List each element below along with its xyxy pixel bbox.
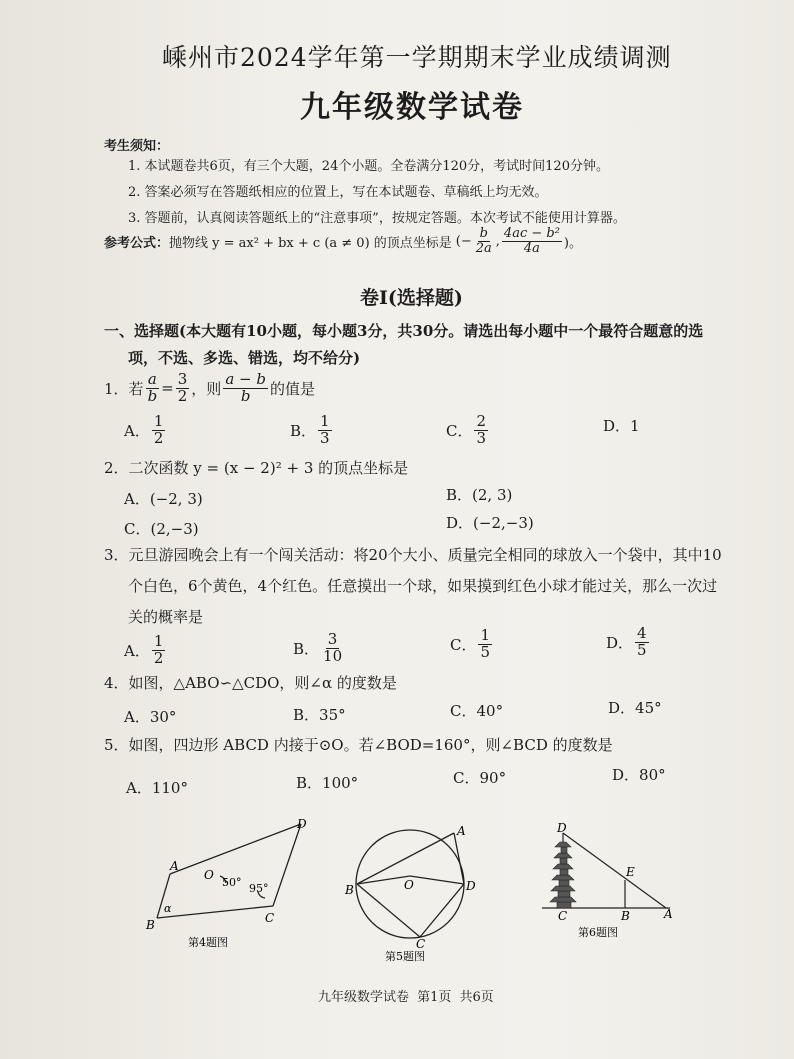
fig6-label-b: B — [621, 909, 630, 923]
formula-x-fraction: $\frac{b}{2a}$ — [475, 226, 492, 256]
section-instruction-1: 一、选择题(本大题有10小题，每小题3分，共30分。请选出每小题中一个最符合题意的选 — [104, 322, 704, 340]
q5-option-d: D．80° — [612, 766, 666, 784]
fig4-line-dc — [273, 824, 301, 906]
page-footer: 九年级数学试卷 第1页 共6页 — [318, 990, 494, 1005]
question-1: 1． 若 $\frac{a}{b}$ = $\frac{3}{2}$ ，则 $\frac{a - b}{b}$ 的值是 — [104, 370, 315, 405]
q1-option-b: B． $\frac{1}{3}$ — [290, 412, 330, 447]
question-3-line-3: 关的概率是 — [128, 608, 204, 626]
fig4-caption: 第4题图 — [188, 936, 228, 949]
q3-option-a: A． $\frac{1}{2}$ — [124, 632, 164, 667]
q5-option-b: B．100° — [296, 774, 359, 792]
question-2: 2．二次函数 y = (x − 2)² + 3 的顶点坐标是 — [104, 459, 409, 477]
q3-option-d: D． $\frac{4}{5}$ — [606, 624, 647, 659]
notice-heading: 考生须知： — [104, 139, 170, 154]
figure-5 — [340, 812, 476, 963]
notice-item-3: 3. 答题前，认真阅读答题纸上的“注意事项”，按规定答题。本次考试不能使用计算器。 — [128, 211, 626, 226]
fig6-pagoda — [550, 834, 576, 908]
fig5-label-c: C — [416, 937, 426, 951]
q5-option-a: A．110° — [126, 779, 188, 797]
exam-subtitle: 九年级数学试卷 — [300, 90, 524, 125]
question-3-line-1: 3．元旦游园晚会上有一个闯关活动：将20个大小、质量完全相同的球放入一个袋中，其中10 — [104, 546, 722, 564]
fig4-label-a: A — [170, 859, 179, 873]
q2-option-b: B．(2, 3) — [446, 486, 513, 504]
q5-option-c: C．90° — [453, 769, 507, 787]
q2-option-d: D．(−2,−3) — [446, 514, 534, 532]
figure-6 — [530, 818, 690, 944]
fig5-label-b: B — [345, 883, 354, 897]
fig4-label-b: B — [146, 918, 155, 932]
q4-option-a: A．30° — [124, 708, 177, 726]
q4-option-d: D．45° — [608, 699, 662, 717]
fig6-label-d: D — [557, 821, 567, 835]
formula-y-fraction: $\frac{\text{4ac − b²}}{4a}$ — [503, 226, 560, 256]
fig5-caption: 第5题图 — [385, 950, 425, 963]
reference-formula: 参考公式： 抛物线 y = ax² + bx + c (a ≠ 0) 的顶点坐标是 (− $\frac{b}{2a}$ , $\frac{\text{4ac − b²}}{4a}$ )。 — [104, 226, 582, 256]
fig5-line-od — [410, 876, 464, 884]
notice-item-1: 1. 本试题卷共6页，有三个大题，24个小题。全卷满分120分，考试时间120分钟。 — [128, 159, 609, 174]
part1-title: 卷I(选择题) — [360, 287, 463, 309]
section-instruction-2: 项，不选、多选、错选，均不给分) — [128, 349, 361, 367]
formula-text: 抛物线 y = ax² + bx + c (a ≠ 0) 的顶点坐标是 — [169, 235, 452, 251]
q4-option-c: C．40° — [450, 702, 504, 720]
q1-option-a: A． $\frac{1}{2}$ — [124, 412, 164, 447]
fig4-angle-95: 95° — [249, 882, 269, 895]
notice-item-2: 2. 答案必须写在答题纸相应的位置上，写在本试题卷、草稿纸上均无效。 — [128, 185, 548, 200]
fig4-label-o: O — [204, 868, 214, 882]
q1-option-d: D．1 — [603, 417, 640, 435]
q3-option-c: C． $\frac{1}{5}$ — [450, 626, 491, 661]
fig6-caption: 第6题图 — [578, 926, 618, 939]
formula-label: 参考公式： — [104, 235, 170, 251]
exam-title: 嵊州市2024学年第一学期期末学业成绩调测 — [162, 43, 672, 72]
q2-option-a: A．(−2, 3) — [124, 490, 203, 508]
q3-option-b: B． $\frac{3}{10}$ — [293, 630, 343, 665]
figure-4 — [140, 812, 320, 962]
fig6-line-da — [563, 833, 666, 908]
q4-option-b: B．35° — [293, 706, 346, 724]
fig4-angle-50: 50° — [222, 876, 242, 889]
fig6-label-a: A — [664, 907, 673, 921]
fig6-label-e: E — [626, 865, 635, 879]
fig5-line-ad — [454, 833, 464, 884]
fig4-line-ad — [170, 824, 301, 874]
fig6-label-c: C — [558, 909, 568, 923]
fig4-label-c: C — [265, 911, 275, 925]
question-4: 4．如图，△ABO∽△CDO，则∠α 的度数是 — [104, 674, 397, 692]
fig5-label-a: A — [457, 824, 466, 838]
fig4-label-alpha: α — [164, 902, 172, 915]
q1-option-c: C． $\frac{2}{3}$ — [446, 412, 487, 447]
fig5-label-d: D — [466, 879, 476, 893]
question-3-line-2: 个白色，6个黄色，4个红色。任意摸出一个球，如果摸到红色小球才能过关，那么一次过 — [128, 577, 718, 595]
q2-option-c: C．(2,−3) — [124, 520, 199, 538]
fig4-label-d: D — [297, 817, 307, 831]
question-5: 5．如图，四边形 ABCD 内接于⊙O。若∠BOD=160°，则∠BCD 的度数是 — [104, 736, 613, 754]
fig4-line-bc — [157, 906, 273, 918]
fig5-label-o: O — [404, 878, 414, 892]
